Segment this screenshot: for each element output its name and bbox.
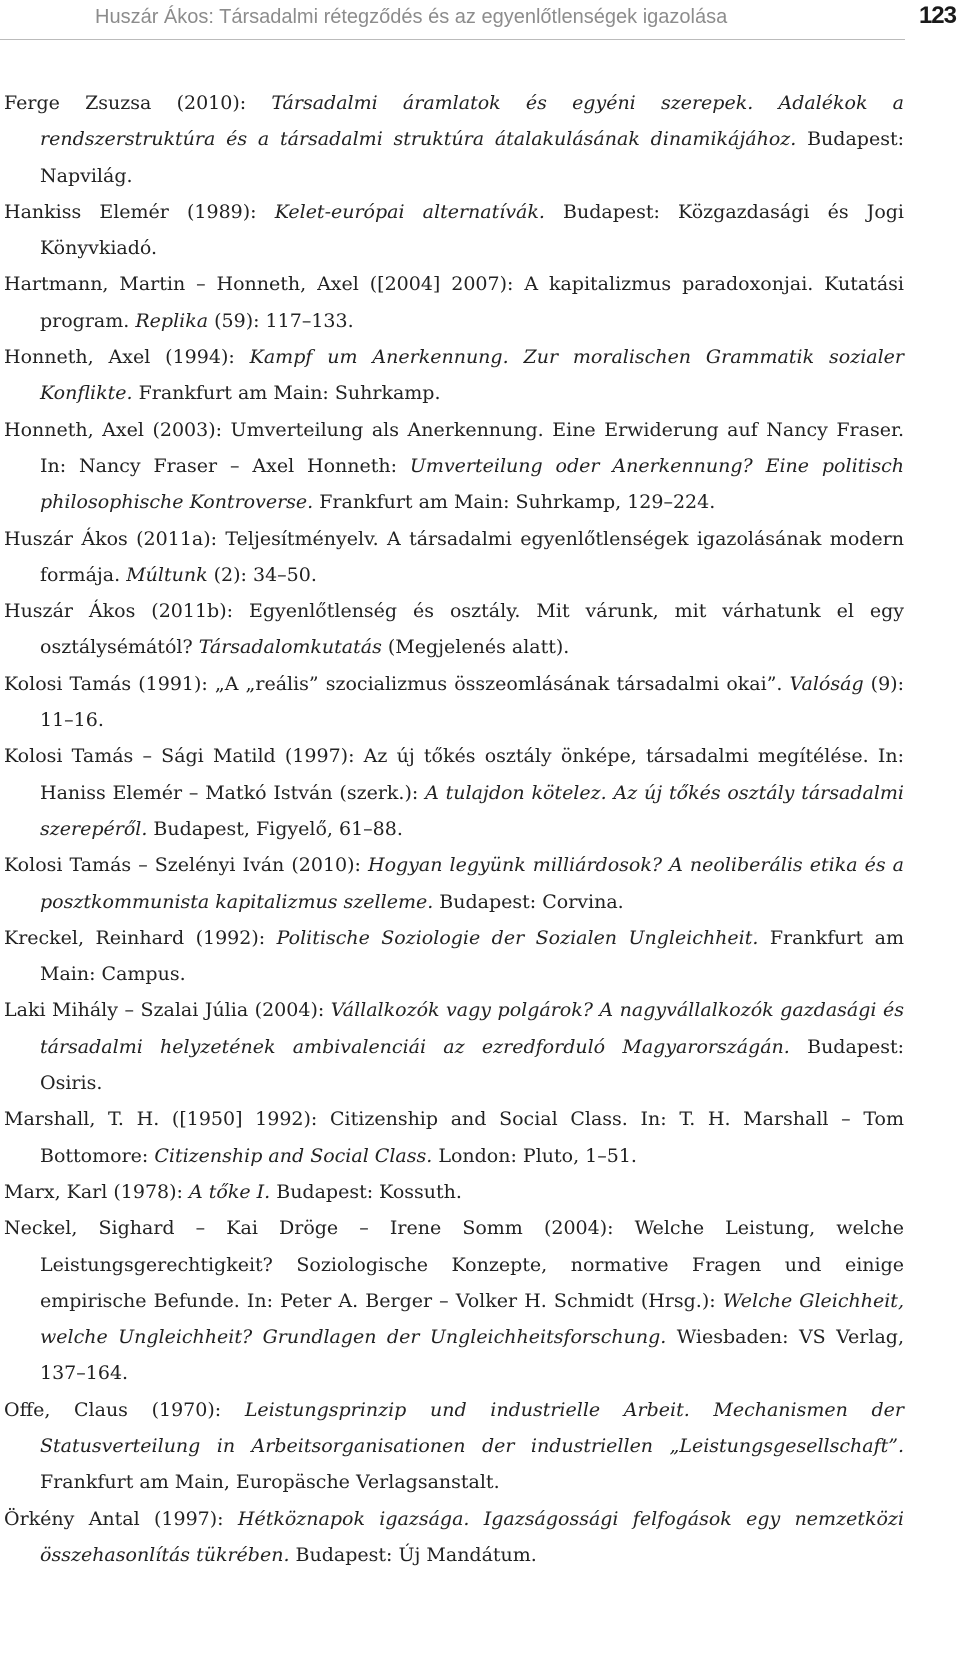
reference-title: Kampf um Anerkennung. Zur moralischen Grammatik sozialer Konflikte. xyxy=(40,346,905,405)
reference-publisher: Budapest: Kossuth. xyxy=(270,1180,462,1203)
reference-author: Örkény Antal (1997): xyxy=(4,1507,238,1530)
reference-entry xyxy=(4,521,904,594)
reference-title: Hogyan legyünk milliárdosok? A neoliberális etika és a posztkommunista kapitalizmus szelleme. xyxy=(40,854,904,913)
reference-entry xyxy=(4,266,904,339)
reference-entry xyxy=(4,1101,904,1174)
reference-title: A tőke I. xyxy=(189,1180,271,1203)
reference-author: Hartmann, Martin – Honneth, Axel ([2004] 2007): A kapitalizmus paradoxonjai. Kutatási program. xyxy=(4,273,904,332)
reference-publisher: Frankfurt am Main: Suhrkamp, 129–224. xyxy=(313,491,716,514)
reference-publisher: (2): 34–50. xyxy=(207,563,317,586)
reference-entry xyxy=(4,1210,904,1391)
reference-entry xyxy=(4,339,904,412)
reference-title: Leistungsprinzip und industrielle Arbeit. Mechanismen der Statusverteilung in Arbeitsorganisationen der industriellen „Leistungsgesellschaft”. xyxy=(40,1398,904,1457)
reference-title: Politische Soziologie der Sozialen Ungleichheit. xyxy=(276,926,759,949)
reference-publisher: Wiesbaden: VS Verlag, 137–164. xyxy=(40,1326,904,1385)
reference-publisher: Budapest: Corvina. xyxy=(433,890,624,913)
reference-entry xyxy=(4,1501,904,1574)
reference-entry xyxy=(4,85,904,194)
reference-title: Múltunk xyxy=(126,563,208,586)
reference-author: Honneth, Axel (1994): xyxy=(4,346,250,369)
reference-title: Replika xyxy=(135,309,209,332)
reference-entry xyxy=(4,738,904,847)
reference-publisher: Budapest: Közgazdasági és Jogi Könyvkiadó. xyxy=(40,200,904,260)
reference-author: Marx, Karl (1978): xyxy=(4,1180,189,1203)
reference-publisher: Budapest, Figyelő, 61–88. xyxy=(147,817,403,840)
reference-title: Citizenship and Social Class. xyxy=(154,1144,433,1167)
reference-author: Huszár Ákos (2011a): Teljesítményelv. A társadalmi egyenlőtlenségek igazolásának modern formája. xyxy=(4,527,904,586)
reference-author: Ferge Zsuzsa (2010): xyxy=(4,92,272,114)
reference-entry xyxy=(4,1174,904,1210)
reference-title: A tulajdon kötelez. Az új tőkés osztály társadalmi szerepéről. xyxy=(40,781,904,840)
page-number: 123 xyxy=(918,2,956,29)
reference-title: Umverteilung oder Anerkennung? Eine politisch philosophische Kontroverse. xyxy=(40,454,904,514)
reference-publisher: Budapest: Új Mandátum. xyxy=(289,1543,537,1566)
reference-author: Laki Mihály – Szalai Júlia (2004): xyxy=(4,999,331,1022)
reference-list xyxy=(4,85,904,1573)
reference-author: Offe, Claus (1970): xyxy=(4,1398,245,1421)
reference-author: Kolosi Tamás – Szelényi Iván (2010): xyxy=(4,854,368,877)
reference-title: Vállalkozók vagy polgárok? A nagyvállalkozók gazdasági és társadalmi helyzetének ambivalenciái az ezredforduló Magyarországán. xyxy=(40,999,904,1058)
reference-author: Hankiss Elemér (1989): xyxy=(4,200,275,223)
reference-publisher: Frankfurt am Main, Europäsche Verlagsanstalt. xyxy=(40,1471,500,1494)
reference-author: Neckel, Sighard – Kai Dröge – Irene Somm (2004): Welche Leistung, welche Leistungsgerechtigkeit? Soziologische Konzepte, normative Fragen und einige empirische Befunde. In: Peter A. Berger – Volker H. Schmidt (Hrsg.): xyxy=(4,1217,904,1312)
reference-entry xyxy=(4,992,904,1101)
reference-publisher: Budapest: Napvilág. xyxy=(40,128,904,187)
reference-title: Kelet-európai alternatívák. xyxy=(274,200,545,223)
reference-publisher: London: Pluto, 1–51. xyxy=(432,1144,637,1167)
reference-title: Valóság xyxy=(789,672,864,695)
reference-title: Társadalomkutatás xyxy=(198,636,382,659)
reference-author: Huszár Ákos (2011b): Egyenlőtlenség és osztály. Mit várunk, mit várhatunk el egy osztálysémától? xyxy=(4,600,904,659)
reference-author: Kreckel, Reinhard (1992): xyxy=(4,926,277,949)
running-header-title: Huszár Ákos: Társadalmi rétegződés és az egyenlőtlenségek igazolása xyxy=(95,6,728,28)
reference-publisher: (59): 117–133. xyxy=(208,309,354,332)
reference-publisher: (9): 11–16. xyxy=(40,672,904,732)
reference-entry xyxy=(4,1392,904,1501)
reference-entry xyxy=(4,666,904,739)
reference-title: Társadalmi áramlatok és egyéni szerepek. Adalékok a rendszerstruktúra és a társadalmi struktúra átalakulásának dinamikájához. xyxy=(40,92,904,151)
reference-entry xyxy=(4,593,904,666)
reference-entry xyxy=(4,920,904,993)
reference-publisher: Budapest: Osiris. xyxy=(40,1035,904,1095)
reference-title: Hétköznapok igazsága. Igazságossági felfogások egy nemzetközi összehasonlítás tükrében. xyxy=(40,1507,904,1566)
reference-title: Welche Gleichheit, welche Ungleichheit? Grundlagen der Ungleichheitsforschung. xyxy=(40,1289,904,1349)
running-header xyxy=(0,0,960,40)
reference-entry xyxy=(4,194,904,267)
reference-publisher: Frankfurt am Main: Suhrkamp. xyxy=(132,382,441,405)
reference-entry xyxy=(4,412,904,521)
reference-author: Kolosi Tamás – Sági Matild (1997): Az új tőkés osztály önképe, társadalmi megítélése. In: Haniss Elemér – Matkó István (szerk.): xyxy=(4,745,904,804)
reference-publisher: (Megjelenés alatt). xyxy=(381,636,570,659)
reference-author: Kolosi Tamás (1991): „A „reális” szocializmus összeomlásának társadalmi okai”. xyxy=(4,672,790,695)
reference-publisher: Frankfurt am Main: Campus. xyxy=(40,926,904,986)
reference-entry xyxy=(4,847,904,920)
header-rule xyxy=(0,39,905,40)
reference-author: Honneth, Axel (2003): Umverteilung als Anerkennung. Eine Erwiderung auf Nancy Fraser. In: Nancy Fraser – Axel Honneth: xyxy=(4,418,904,477)
reference-author: Marshall, T. H. ([1950] 1992): Citizenship and Social Class. In: T. H. Marshall – Tom Bottomore: xyxy=(4,1108,904,1167)
